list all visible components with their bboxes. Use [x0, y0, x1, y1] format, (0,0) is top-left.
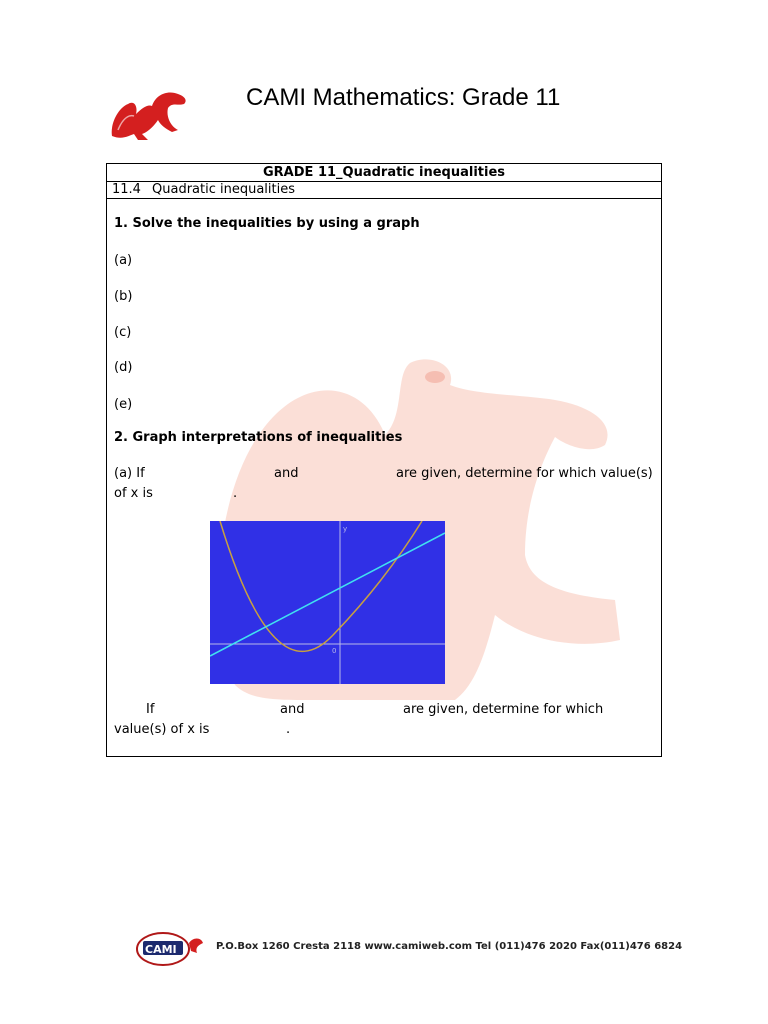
origin-label: 0 — [332, 647, 337, 655]
question-1-title: 1. Solve the inequalities by using a graph — [114, 216, 420, 231]
graph-background — [210, 521, 445, 684]
question-2-title: 2. Graph interpretations of inequalities — [114, 430, 403, 445]
question-2a-given: are given, determine for which value(s) — [396, 466, 653, 481]
question-1a: (a) — [114, 253, 133, 268]
footer-contact: P.O.Box 1260 Cresta 2118 www.camiweb.com Tel (011)476 2020 Fax(011)476 6824 — [216, 941, 683, 952]
page-title: CAMI Mathematics: Grade 11 — [246, 84, 561, 111]
cami-footer-logo — [133, 929, 209, 973]
y-axis-label: y — [343, 525, 348, 533]
question-2b-and: and — [280, 702, 305, 717]
subheading-text: Quadratic inequalities — [152, 182, 295, 197]
question-1e: (e) — [114, 397, 133, 412]
question-2b-if: If — [146, 702, 155, 717]
svg-text:CAMI: CAMI — [145, 943, 177, 956]
question-2a-line2: of x is — [114, 486, 153, 501]
cami-camel-logo — [108, 86, 190, 144]
box-subheading — [107, 182, 661, 199]
question-1d: (d) — [114, 360, 133, 375]
question-2a-label: (a) If — [114, 466, 145, 481]
question-2a-and: and — [274, 466, 299, 481]
subheading-number: 11.4 — [112, 182, 141, 197]
question-2b-line2: value(s) of x is — [114, 722, 210, 737]
question-2b-given: are given, determine for which — [403, 702, 604, 717]
question-1c: (c) — [114, 325, 132, 340]
graph-plot — [210, 521, 445, 684]
question-2a-period: . — [233, 486, 238, 501]
question-2b-period: . — [286, 722, 291, 737]
box-heading: GRADE 11_Quadratic inequalities — [107, 164, 661, 182]
question-1b: (b) — [114, 289, 133, 304]
